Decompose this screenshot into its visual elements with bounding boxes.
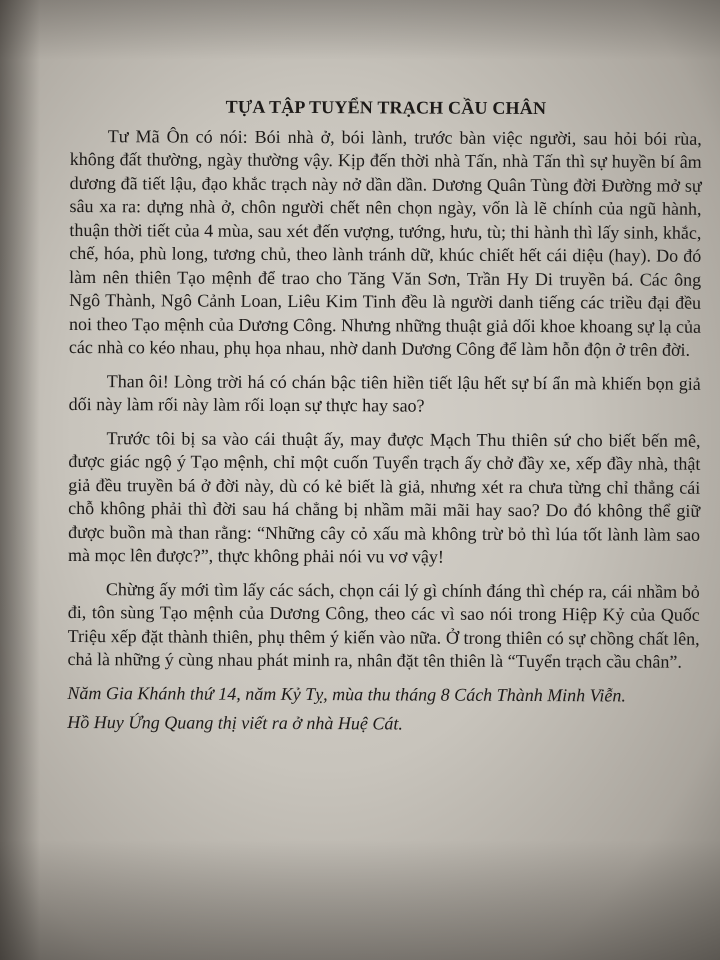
- bottom-shadow: [0, 840, 720, 960]
- page-title: TỰA TẬP TUYỂN TRẠCH CẦU CHÂN: [225, 96, 547, 119]
- signature-author-line: Hồ Huy Ứng Quang thị viết ra ở nhà Huệ Cát.: [67, 711, 403, 734]
- top-shadow: [0, 0, 720, 60]
- paragraph-3: Trước tôi bị sa vào cái thuật ấy, may được Mạch Thu thiên sứ cho biết bến mê, được giác ngộ ý Tạo mệnh, chỉ một cuốn Tuyển trạch ấy chở đầy xe, xếp đầy nhà, thật giả đều truyền bá ở đời này, dù có kẻ biết là giả, nhưng xét ra chưa từng chỉ thẳng cái chỗ không phải thì đời sau há chẳng bị nhầm mãi mãi hay sao? Do đó không thể giữ được buồn mà than rằng: “Những cây cỏ xấu mà không trừ bỏ thì lúa tốt lành làm sao mà mọc lên được?”, thực không phải nói vu vơ vậy!: [67, 427, 701, 567]
- signature-date-line: Năm Gia Khánh thứ 14, năm Kỷ Tỵ, mùa thu tháng 8 Cách Thành Minh Viễn.: [67, 682, 626, 705]
- paragraph-2: Than ôi! Lòng trời há có chán bậc tiên hiền tiết lậu hết sự bí ẩn mà khiến bọn giả dối này làm rối này làm rối loạn sự thực hay sao?: [68, 370, 701, 416]
- left-shadow: [0, 0, 40, 960]
- paragraph-4: Chừng ấy mới tìm lấy các sách, chọn cái lý gì chính đáng thì chép ra, cái nhầm bỏ đi, tôn sùng Tạo mệnh của Dương Công, theo các vì sao nói trong Hiệp Kỷ của Quốc Triệu xếp đặt thành thiên, phụ thêm ý kiến vào nữa. Ở trong thiên có sự chồng chất lên, chả là những ý cùng nhau phát minh ra, nhân đặt tên thiên là “Tuyển trạch cầu chân”.: [67, 578, 700, 672]
- paragraph-1: Tư Mã Ôn có nói: Bói nhà ở, bói lành, trước bàn việc người, sau hỏi bói rùa, không đất thường, ngày thường vậy. Kịp đến thời nhà Tấn, nhà Tấn thì sự huyền bí âm dương đã tiết lậu, đạo khắc trạch này nở dần dần. Dương Quân Tùng đời Đường mở sự sâu xa ra: dựng nhà ở, chôn người chết nên chọn ngày, vốn là lẽ chính của ngũ hành, thuận thời tiết của 4 mùa, sau xét đến vượng, tướng, hưu, tù; thi hành thì lấy sinh, khắc, chế, hóa, phù long, tương chủ, theo lành tránh dữ, khúc chiết hết cái diệu (hay). Do đó làm nên thiên Tạo mệnh để trao cho Tăng Văn Sơn, Trần Hy Di truyền bá. Các ông Ngô Thành, Ngô Cảnh Loan, Liêu Kim Tinh đều là người danh tiếng các triều đại đều noi theo Tạo mệnh của Dương Công. Nhưng những thuật giả dối khoe khoang sự lạ của các nhà co kéo nhau, phụ họa nhau, nhờ danh Dương Công để làm hỗn độn ở trên đời.: [68, 125, 702, 360]
- book-page: [67, 95, 702, 743]
